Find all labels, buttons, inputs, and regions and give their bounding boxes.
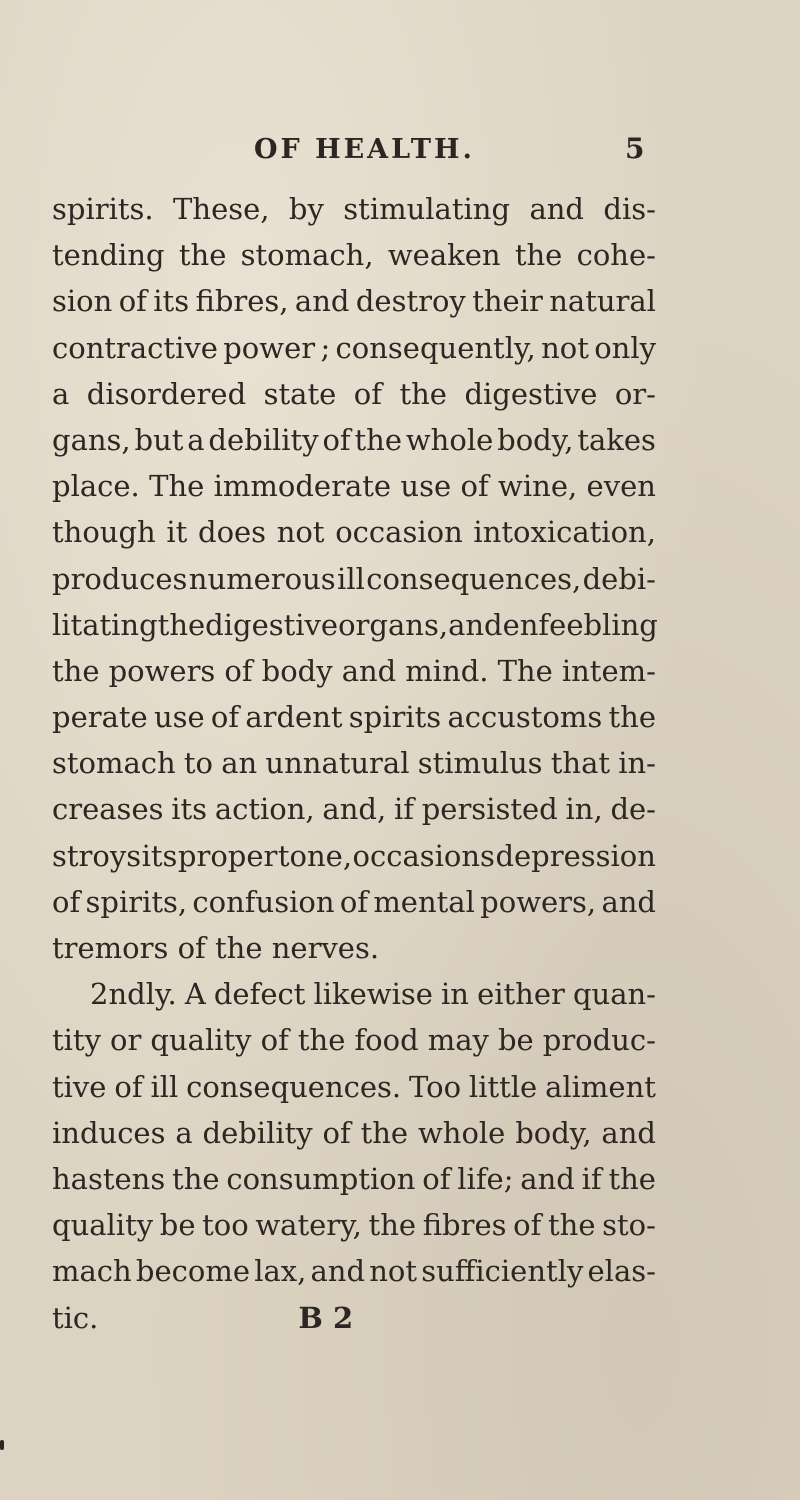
word: quality bbox=[150, 1023, 252, 1058]
word: the bbox=[514, 238, 563, 273]
word: organs, bbox=[338, 607, 449, 642]
word: gans, bbox=[52, 422, 131, 457]
word: though bbox=[52, 515, 156, 550]
word: sufficiently bbox=[421, 1254, 584, 1289]
word: a bbox=[52, 376, 70, 411]
word: the bbox=[52, 653, 100, 688]
word: disordered bbox=[86, 376, 247, 411]
word: occasion bbox=[335, 515, 463, 550]
word: of bbox=[460, 469, 489, 504]
word: consequently, bbox=[335, 330, 536, 365]
word: in- bbox=[618, 746, 656, 781]
text-line bbox=[52, 1248, 656, 1294]
word: ill bbox=[337, 561, 365, 596]
word: elas- bbox=[587, 1254, 656, 1289]
word: only bbox=[594, 330, 656, 365]
word: ardent bbox=[245, 700, 343, 735]
word: fibres, bbox=[195, 284, 289, 319]
word: by bbox=[288, 192, 324, 226]
word: its bbox=[141, 838, 178, 873]
word: their bbox=[472, 284, 543, 319]
text-line bbox=[52, 186, 656, 232]
word: hastens bbox=[52, 1161, 166, 1196]
word: enfeebling bbox=[502, 607, 658, 642]
word: or bbox=[110, 1023, 142, 1058]
word: stroys bbox=[52, 838, 142, 873]
word: the bbox=[548, 1208, 596, 1243]
word: A bbox=[184, 977, 206, 1012]
word: wine, bbox=[498, 469, 578, 504]
word: body bbox=[261, 653, 333, 688]
text-line bbox=[52, 694, 656, 740]
word: in bbox=[441, 977, 469, 1012]
word: mind. bbox=[405, 653, 489, 688]
word: of bbox=[118, 284, 147, 319]
word: action, bbox=[214, 792, 315, 827]
word: and bbox=[601, 884, 656, 919]
word: spirits, bbox=[85, 884, 188, 919]
word: The bbox=[497, 653, 553, 688]
word: use bbox=[153, 700, 205, 735]
word: unnatural bbox=[265, 746, 410, 781]
word: destroy bbox=[355, 284, 466, 319]
word: does bbox=[198, 515, 267, 550]
word: to bbox=[183, 746, 214, 781]
text-line-paragraph-start bbox=[52, 971, 656, 1017]
running-head-title: OF HEALTH. bbox=[254, 134, 475, 165]
word: but bbox=[134, 422, 184, 457]
word: be bbox=[159, 1208, 196, 1243]
word: watery, bbox=[255, 1208, 362, 1243]
word: sion bbox=[52, 284, 113, 319]
word: powers bbox=[108, 653, 216, 688]
text-line bbox=[52, 879, 656, 925]
word: aliment bbox=[545, 1069, 656, 1104]
word: even bbox=[586, 469, 656, 504]
word: tive bbox=[52, 1069, 107, 1104]
text-line bbox=[52, 925, 656, 971]
body-text bbox=[52, 186, 656, 1341]
word: mental bbox=[373, 884, 475, 919]
word: perate bbox=[52, 700, 148, 735]
text-line bbox=[52, 602, 656, 648]
word: in, bbox=[565, 792, 603, 827]
line-text: tremors of the nerves. bbox=[52, 931, 380, 965]
word: of bbox=[52, 884, 81, 919]
word: the bbox=[157, 607, 206, 642]
text-line bbox=[52, 740, 656, 786]
ink-speck bbox=[0, 1440, 4, 1450]
word: produces bbox=[52, 561, 188, 596]
word: the bbox=[608, 1161, 656, 1196]
word: not bbox=[276, 515, 325, 550]
word: natural bbox=[549, 284, 656, 319]
word: stimulus bbox=[417, 746, 543, 781]
word: litating bbox=[52, 607, 158, 642]
word: consequences. bbox=[186, 1069, 402, 1104]
text-line bbox=[52, 1017, 656, 1063]
word: not bbox=[369, 1254, 418, 1289]
text-line bbox=[52, 463, 656, 509]
word: of bbox=[339, 884, 369, 919]
word: stomach bbox=[52, 746, 176, 781]
word: of bbox=[114, 1069, 143, 1104]
word: of bbox=[513, 1208, 542, 1243]
word: creases bbox=[52, 792, 164, 827]
text-line bbox=[52, 371, 656, 417]
word: intem- bbox=[561, 653, 656, 688]
word: and bbox=[520, 1161, 575, 1196]
word: tity bbox=[52, 1023, 101, 1058]
word: tone, bbox=[277, 838, 353, 873]
word: the bbox=[399, 376, 447, 411]
word: be bbox=[497, 1023, 534, 1058]
word: or- bbox=[614, 376, 656, 411]
word: These, bbox=[173, 192, 270, 226]
signature-mark: B 2 bbox=[298, 1300, 354, 1335]
word: numerous bbox=[188, 561, 336, 596]
word: takes bbox=[577, 422, 656, 457]
text-line bbox=[52, 1295, 656, 1341]
text-line bbox=[52, 1156, 656, 1202]
word: a bbox=[175, 1115, 193, 1150]
word: body, bbox=[515, 1115, 592, 1150]
text-line bbox=[52, 417, 656, 463]
word: debi- bbox=[582, 561, 656, 596]
text-line bbox=[52, 833, 656, 879]
word: stomach, bbox=[240, 238, 374, 273]
word: fibres bbox=[422, 1208, 507, 1243]
word: immoderate bbox=[213, 469, 392, 504]
word: the bbox=[354, 422, 402, 457]
word: the bbox=[178, 238, 227, 273]
word: cohe- bbox=[576, 238, 656, 273]
word: place. bbox=[52, 469, 140, 504]
word: its bbox=[153, 284, 190, 319]
word: of bbox=[224, 653, 253, 688]
word: whole bbox=[405, 422, 494, 457]
word: the bbox=[608, 700, 656, 735]
word: if bbox=[393, 792, 414, 827]
word: body, bbox=[497, 422, 574, 457]
word: ill bbox=[150, 1069, 179, 1104]
word: induces bbox=[52, 1115, 166, 1150]
word: state bbox=[263, 376, 337, 411]
text-line bbox=[52, 1202, 656, 1248]
word: produc- bbox=[542, 1023, 656, 1058]
word: consequences, bbox=[366, 561, 582, 596]
word: de- bbox=[610, 792, 656, 827]
word: its bbox=[171, 792, 208, 827]
word: powers, bbox=[480, 884, 597, 919]
text-line bbox=[52, 1110, 656, 1156]
text-line bbox=[52, 786, 656, 832]
word: The bbox=[149, 469, 205, 504]
word: not bbox=[541, 330, 589, 365]
word: that bbox=[550, 746, 611, 781]
word: food bbox=[354, 1023, 419, 1058]
word: an bbox=[221, 746, 258, 781]
word: confusion bbox=[192, 884, 335, 919]
word: dis- bbox=[603, 192, 656, 226]
word: spirits. bbox=[52, 192, 154, 226]
word: of bbox=[322, 422, 351, 457]
word: consumption bbox=[226, 1161, 416, 1196]
word: of bbox=[322, 1115, 351, 1150]
word: weaken bbox=[387, 238, 501, 273]
word: the bbox=[297, 1023, 346, 1058]
word: little bbox=[468, 1069, 538, 1104]
word: power bbox=[223, 330, 316, 365]
word: persisted bbox=[421, 792, 558, 827]
word: and bbox=[448, 607, 503, 642]
page-number: 5 bbox=[625, 132, 645, 165]
word: tending bbox=[52, 238, 165, 273]
word: proper bbox=[177, 838, 278, 873]
word: may bbox=[427, 1023, 489, 1058]
word: the bbox=[360, 1115, 409, 1150]
word: lax, bbox=[254, 1254, 307, 1289]
word: depression bbox=[495, 838, 656, 873]
word: become bbox=[135, 1254, 250, 1289]
text-line bbox=[52, 325, 656, 371]
word: and, bbox=[322, 792, 387, 827]
word: quan- bbox=[572, 977, 656, 1012]
text-line bbox=[52, 509, 656, 555]
word: the bbox=[172, 1161, 220, 1196]
word: occasions bbox=[352, 838, 495, 873]
word: mach bbox=[52, 1254, 132, 1289]
word: of bbox=[260, 1023, 289, 1058]
word: defect bbox=[213, 977, 306, 1012]
word: debility bbox=[208, 422, 319, 457]
word: ; bbox=[320, 330, 331, 365]
word: it bbox=[166, 515, 188, 550]
text-line bbox=[52, 1064, 656, 1110]
word: and bbox=[294, 284, 350, 319]
word: life; bbox=[457, 1161, 514, 1196]
text-line bbox=[52, 648, 656, 694]
word: the bbox=[368, 1208, 417, 1243]
word: contractive bbox=[52, 330, 218, 365]
word: digestive bbox=[205, 607, 339, 642]
word: intoxication, bbox=[473, 515, 656, 550]
word: Too bbox=[409, 1069, 462, 1104]
word: if bbox=[581, 1161, 602, 1196]
word: accustoms bbox=[447, 700, 603, 735]
word: of bbox=[422, 1161, 451, 1196]
word: 2ndly. bbox=[90, 977, 177, 1012]
word: use bbox=[400, 469, 452, 504]
running-head bbox=[0, 134, 800, 174]
word: spirits bbox=[348, 700, 442, 735]
word: either bbox=[477, 977, 565, 1012]
word: likewise bbox=[313, 977, 433, 1012]
word: of bbox=[353, 376, 382, 411]
word: of bbox=[210, 700, 240, 735]
word: digestive bbox=[464, 376, 598, 411]
text-line bbox=[52, 278, 656, 324]
word: debility bbox=[202, 1115, 313, 1150]
word: whole bbox=[417, 1115, 506, 1150]
word: sto- bbox=[602, 1208, 656, 1243]
word: stimulating bbox=[343, 192, 511, 226]
word: too bbox=[202, 1208, 249, 1243]
line-text: tic. bbox=[52, 1300, 99, 1335]
word: and bbox=[601, 1115, 656, 1150]
word: a bbox=[187, 422, 205, 457]
text-line bbox=[52, 556, 656, 602]
word: quality bbox=[52, 1208, 154, 1243]
text-line bbox=[52, 232, 656, 278]
word: and bbox=[341, 653, 397, 688]
word: and bbox=[529, 192, 584, 226]
word: and bbox=[310, 1254, 366, 1289]
